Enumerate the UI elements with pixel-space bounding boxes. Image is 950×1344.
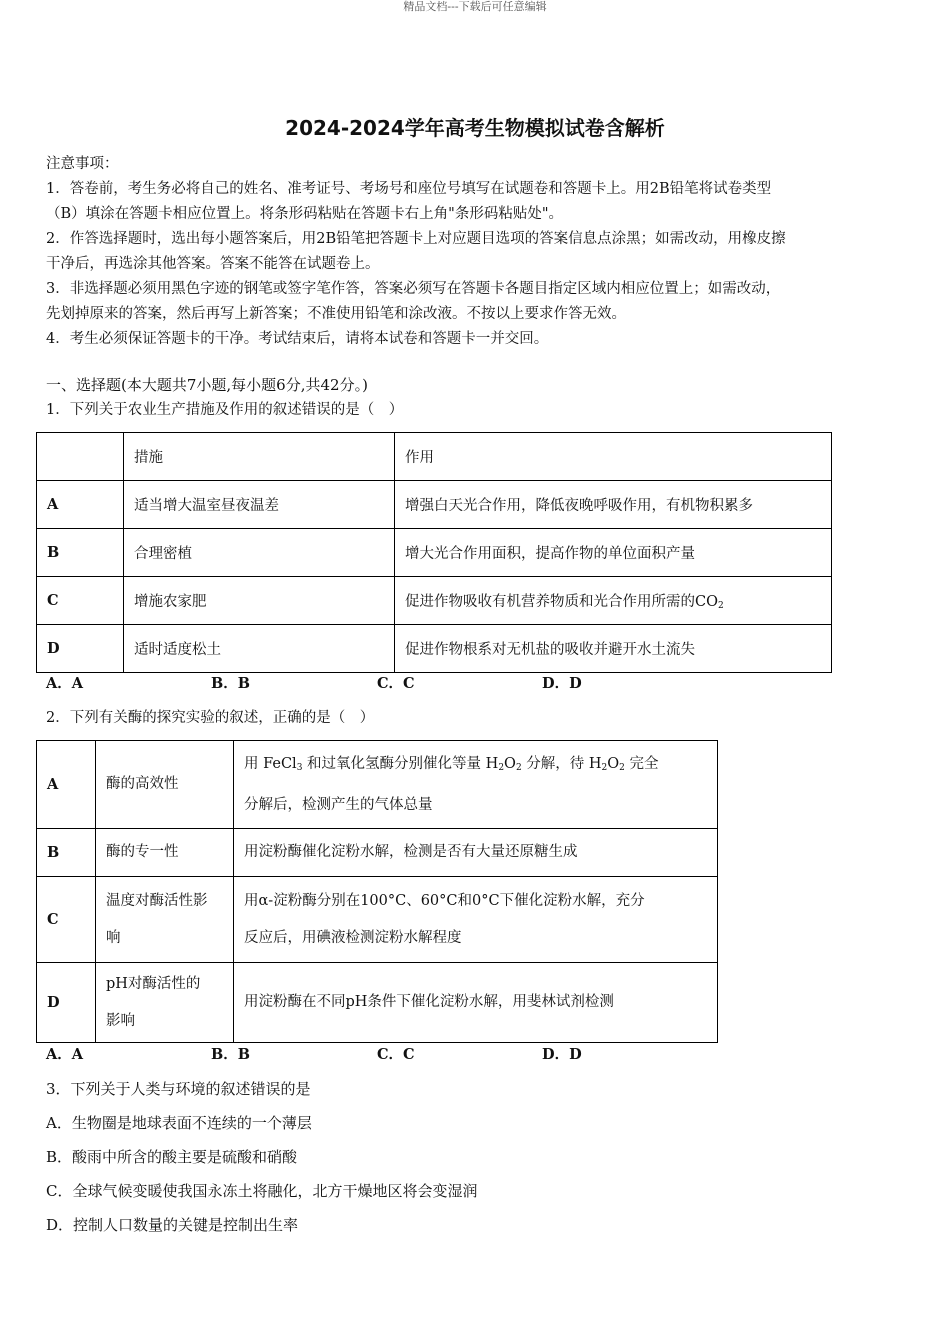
row-key: C [37,877,96,963]
row-method [234,741,718,829]
table-row [37,829,718,877]
row-key: A [37,481,124,529]
subscript: 2 [601,762,608,773]
answer-option[interactable]: A．生物圈是地球表面不连续的一个薄层 [46,1114,312,1132]
page-title: 2024-2024学年高考生物模拟试卷含解析 [285,116,665,140]
row-effect: 增大光合作用面积，提高作物的单位面积产量 [395,529,832,577]
q2-table [36,740,718,1043]
subscript: 2 [619,762,625,773]
subscript: 2 [717,601,724,611]
q1-stem: 1．下列关于农业生产措施及作用的叙述错误的是（ ） [46,402,404,418]
method-line: 用α-淀粉酶分别在100°C、60°C和0°C下催化淀粉水解，充分 [244,892,645,909]
table-row [37,433,832,481]
row-key: D [37,625,124,673]
method-text: 完全 [624,755,659,772]
row-key: B [37,829,96,877]
topic-line: 响 [106,929,121,946]
row-effect: 增强白天光合作用，降低夜晚呼吸作用，有机物积累多 [395,481,832,529]
row-key: B [37,529,124,577]
subscript: 3 [296,762,303,773]
topic-line: 影响 [106,1012,135,1029]
row-measure: 适当增大温室昼夜温差 [124,481,395,529]
method-line: 反应后，用碘液检测淀粉水解程度 [244,929,462,946]
notes-item: 先划掉原来的答案，然后再写上新答案；不准使用铅笔和涂改液。不按以上要求作答无效。 [46,306,626,322]
topic-line: 温度对酶活性影 [106,892,208,909]
q3-stem: 3．下列关于人类与环境的叙述错误的是 [46,1080,311,1098]
table-header-measure: 措施 [124,433,395,481]
notes-item: 3．非选择题必须用黑色字迹的钢笔或签字笔作答，答案必须写在答题卡各题目指定区域内相应位置上；如需改动， [46,281,781,297]
answer-option[interactable]: B．B [211,675,251,692]
method-text: 用 FeCl [244,755,297,772]
row-topic: 酶的高效性 [96,741,234,829]
answer-option[interactable]: B．B [211,1046,251,1063]
row-key: C [37,577,124,625]
table-row [37,577,832,625]
q1-table [36,432,832,673]
row-topic [96,963,234,1043]
row-topic: 酶的专一性 [96,829,234,877]
method-line [244,746,707,787]
topic-line: pH对酶活性的 [106,975,201,992]
answer-option[interactable]: D．控制人口数量的关键是控制出生率 [46,1216,299,1234]
row-key: D [37,963,96,1043]
table-row [37,741,718,829]
section-heading: 一、选择题(本大题共7小题,每小题6分,共42分。) [46,376,368,394]
answer-option[interactable]: D．D [542,1046,582,1063]
answer-option[interactable]: D．D [542,675,582,692]
notes-item: 干净后，再选涂其他答案。答案不能答在试题卷上。 [46,256,380,272]
table-cell [37,433,124,481]
row-method: 用淀粉酶催化淀粉水解，检测是否有大量还原糖生成 [234,829,718,877]
answer-option[interactable]: A．A [46,1046,84,1063]
table-row [37,625,832,673]
notes-item: 2．作答选择题时，选出每小题答案后，用2B铅笔把答题卡上对应题目选项的答案信息点涂黑；如需改动，用橡皮擦 [46,231,786,247]
notes-item: 1．答卷前，考生务必将自己的姓名、准考证号、考场号和座位号填写在试题卷和答题卡上。用2B铅笔将试卷类型 [46,181,772,197]
row-measure: 适时适度松土 [124,625,395,673]
header-note: 精品文档---下载后可任意编辑 [403,0,547,13]
answer-option[interactable]: C．C [377,1046,415,1063]
row-effect-text: 促进作物吸收有机营养物质和光合作用所需的CO [405,594,718,610]
table-header-effect: 作用 [395,433,832,481]
row-effect: 促进作物根系对无机盐的吸收并避开水土流失 [395,625,832,673]
method-text: O [504,755,516,772]
notes-item: （B）填涂在答题卡相应位置上。将条形码粘贴在答题卡右上角"条形码粘贴处"。 [46,206,563,222]
answer-option[interactable]: A．A [46,675,84,692]
subscript: 2 [515,762,522,773]
row-key: A [37,741,96,829]
method-text: 和过氧化氢酶分别催化等量 H [302,755,499,772]
method-line: 分解后，检测产生的气体总量 [244,796,433,813]
method-text: 分解，待 H [521,755,602,772]
method-text: O [607,755,620,772]
notes-heading: 注意事项： [46,156,119,172]
table-row [37,877,718,963]
q2-stem: 2．下列有关酶的探究实验的叙述，正确的是（ ） [46,710,375,726]
row-method [234,877,718,963]
row-method: 用淀粉酶在不同pH条件下催化淀粉水解，用斐林试剂检测 [234,963,718,1043]
answer-option[interactable]: C．C [377,675,415,692]
notes-block [46,152,906,352]
row-measure: 增施农家肥 [124,577,395,625]
row-topic [96,877,234,963]
table-row [37,481,832,529]
table-row [37,963,718,1043]
answer-option[interactable]: C．全球气候变暖使我国永冻土将融化，北方干燥地区将会变湿润 [46,1182,478,1200]
answer-option[interactable]: B．酸雨中所含的酸主要是硫酸和硝酸 [46,1148,298,1166]
subscript: 2 [498,762,505,773]
notes-item: 4．考生必须保证答题卡的干净。考试结束后，请将本试卷和答题卡一并交回。 [46,331,549,347]
row-effect [395,577,832,625]
row-measure: 合理密植 [124,529,395,577]
table-row [37,529,832,577]
